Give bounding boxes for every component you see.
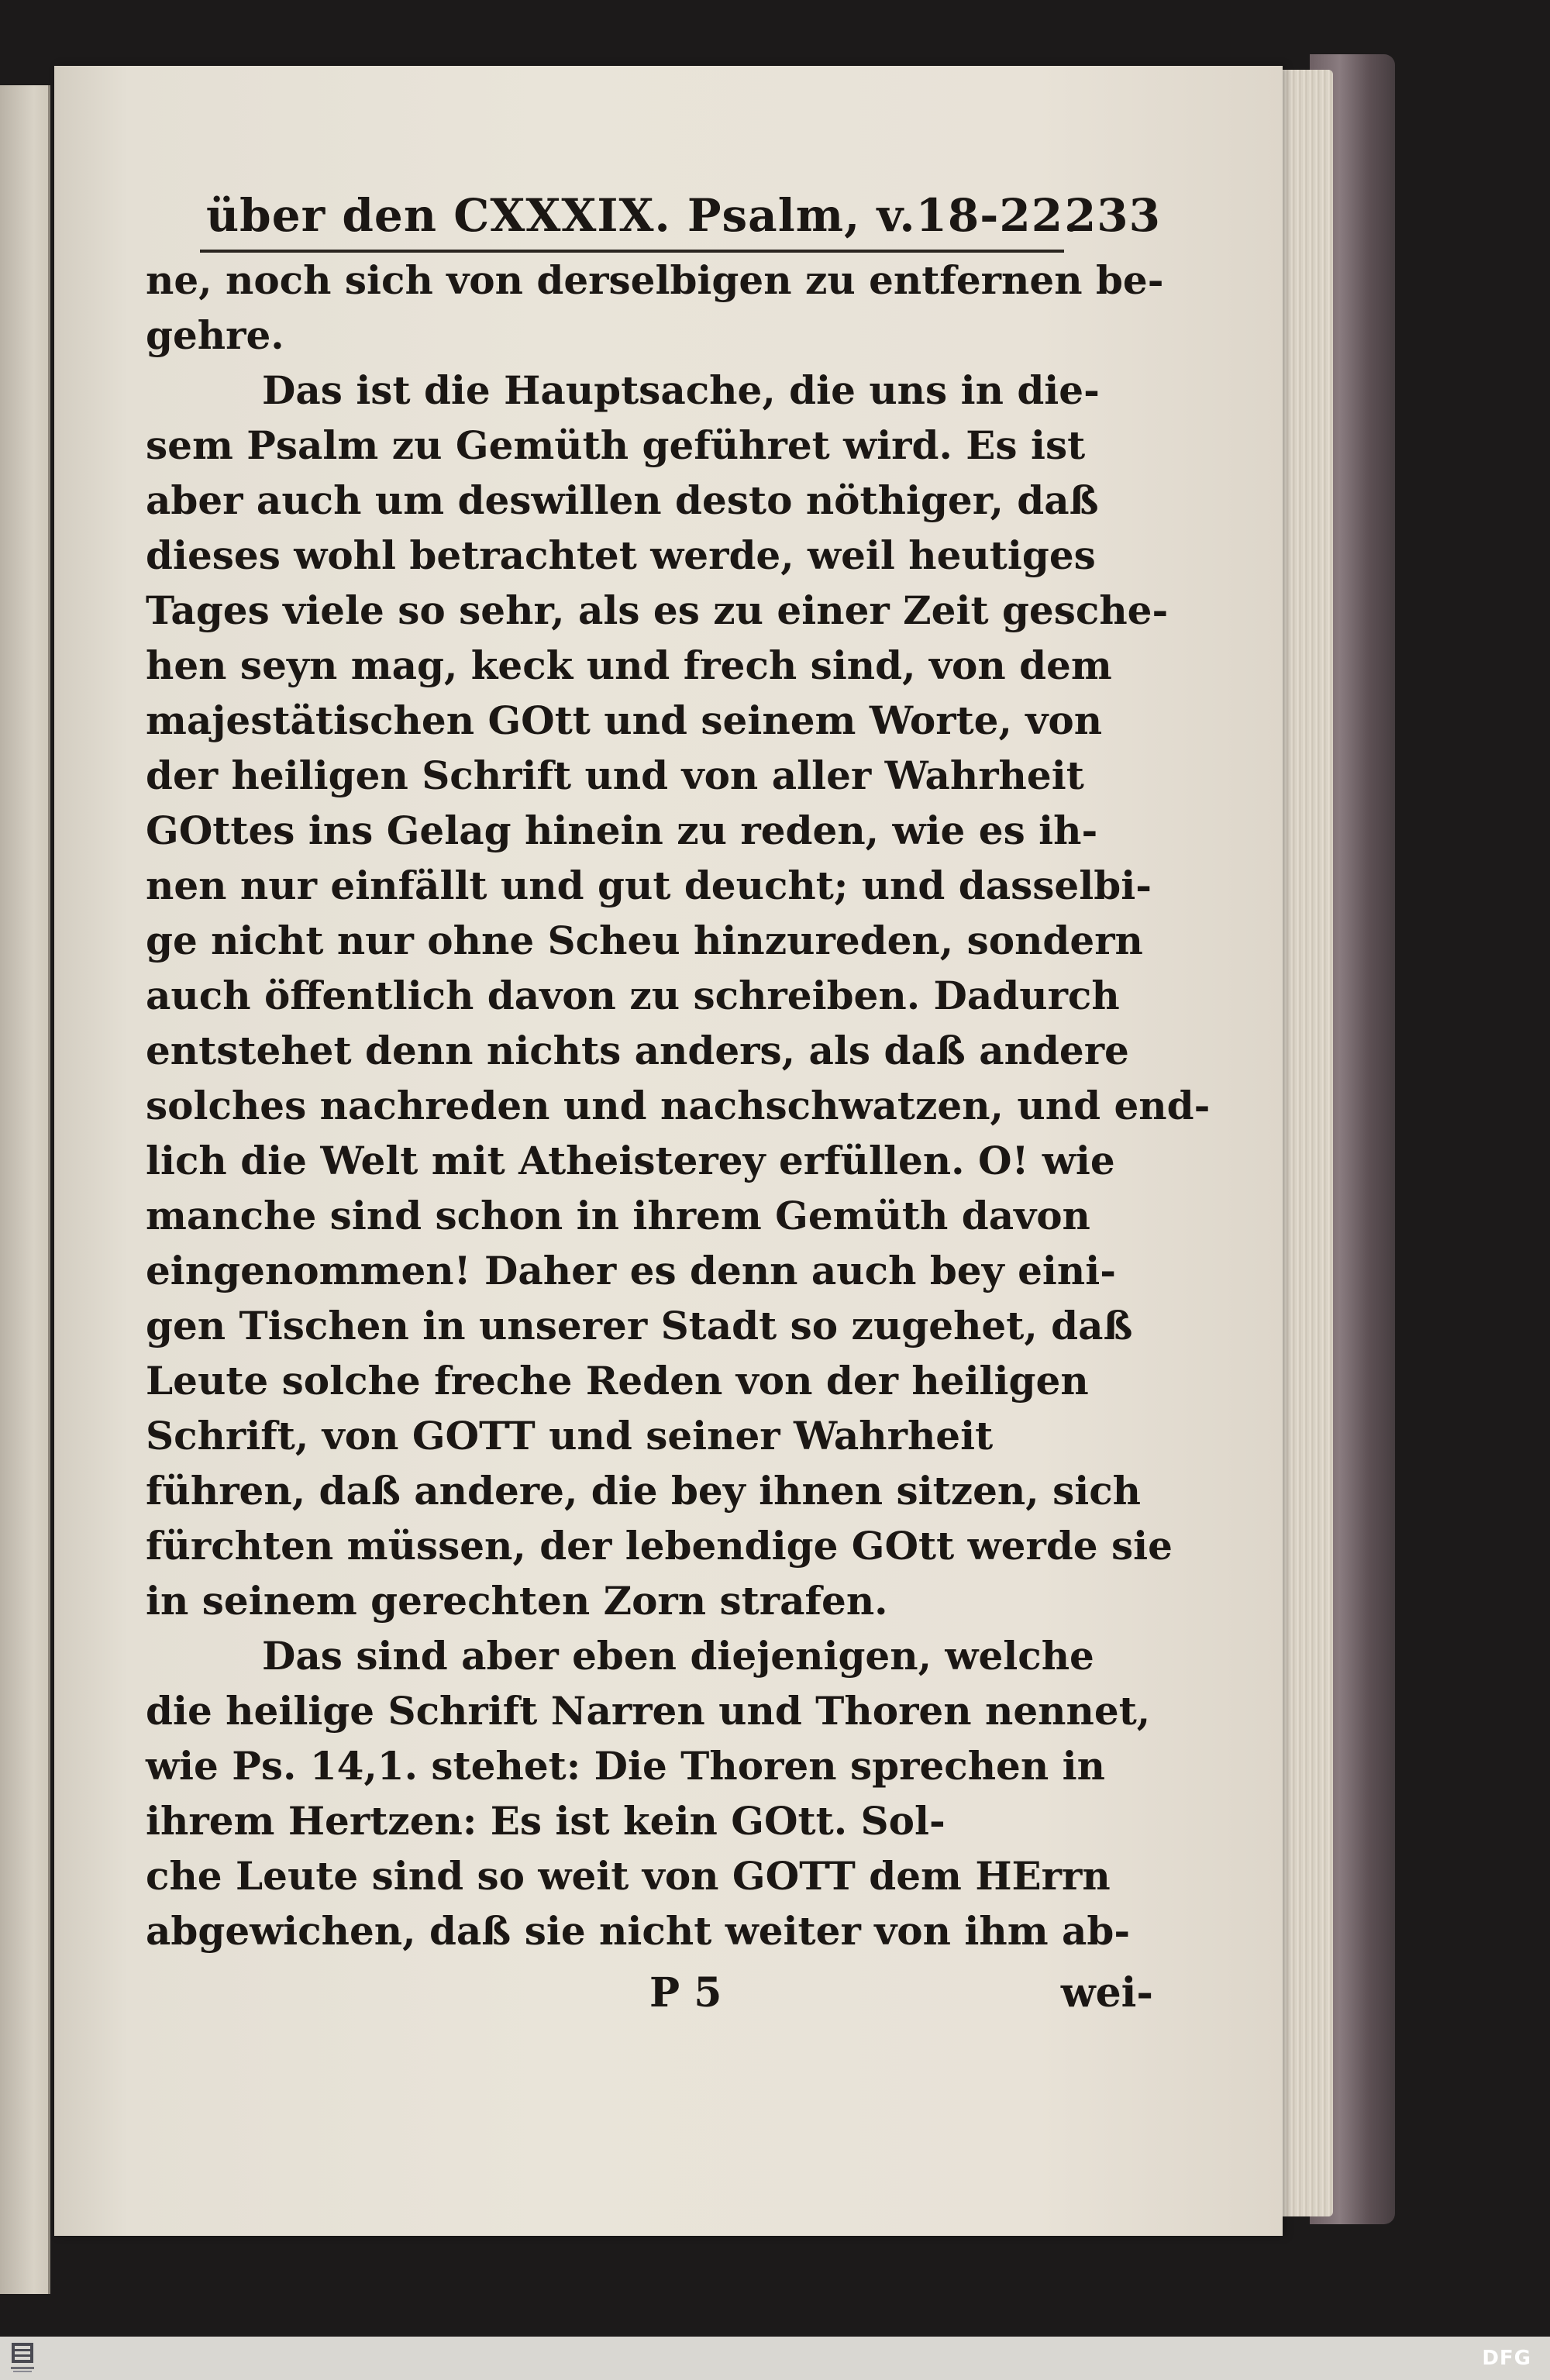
catchword: wei-: [1060, 1969, 1153, 2017]
text-line: Das ist die Hauptsache, die uns in die-: [262, 367, 1100, 413]
text-line: wie Ps. 14,1. stehet: Die Thoren sprechen in: [146, 1743, 1105, 1789]
text-line: sem Psalm zu Gemüth geführet wird. Es ist: [146, 422, 1086, 468]
text-line: in seinem gerechten Zorn strafen.: [146, 1578, 888, 1624]
text-line: ne, noch sich von derselbigen zu entfernen be-: [146, 257, 1164, 303]
text-line: Leute solche freche Reden von der heiligen: [146, 1358, 1089, 1404]
text-line: gen Tischen in unserer Stadt so zugehet, daß: [146, 1303, 1133, 1348]
text-line: fürchten müssen, der lebendige GOtt werde sie: [146, 1523, 1173, 1569]
text-line: solches nachreden und nachschwatzen, und end-: [146, 1083, 1211, 1128]
text-line: che Leute sind so weit von GOTT dem HErrn: [146, 1853, 1111, 1899]
text-line: nen nur einfällt und gut deucht; und dasselbi-: [146, 863, 1152, 908]
text-block: [146, 178, 1211, 2028]
text-line: eingenommen! Daher es denn auch bey eini-: [146, 1248, 1116, 1293]
body-text: [146, 253, 1211, 1958]
text-line: Tages viele so sehr, als es zu einer Zeit gesche-: [146, 587, 1169, 633]
text-line: dieses wohl betrachtet werde, weil heutiges: [146, 532, 1096, 578]
text-line: hen seyn mag, keck und frech sind, von dem: [146, 642, 1112, 688]
previous-page-edge: [0, 85, 50, 2294]
text-line: manche sind schon in ihrem Gemüth davon: [146, 1193, 1090, 1238]
text-line: aber auch um deswillen desto nöthiger, daß: [146, 477, 1099, 523]
library-logo-icon: [9, 2341, 36, 2375]
text-line: majestätischen GOtt und seinem Worte, von: [146, 697, 1103, 743]
running-header: [146, 178, 1161, 253]
text-line: Schrift, von GOTT und seiner Wahrheit: [146, 1413, 994, 1459]
signature-mark: P 5: [649, 1969, 722, 2017]
text-line: die heilige Schrift Narren und Thoren nennet,: [146, 1688, 1151, 1734]
library-footer-bar: [0, 2337, 1550, 2380]
text-line: ge nicht nur ohne Scheu hinzureden, sondern: [146, 918, 1143, 963]
text-line: entstehet denn nichts anders, als daß andere: [146, 1028, 1129, 1073]
text-line: lich die Welt mit Atheisterey erfüllen. O! wie: [146, 1138, 1115, 1183]
text-line: führen, daß andere, die bey ihnen sitzen, sich: [146, 1468, 1142, 1514]
dfg-label: DFG: [1482, 2347, 1531, 2370]
text-line: Das sind aber eben diejenigen, welche: [262, 1633, 1094, 1679]
page-number: 233: [1064, 189, 1161, 242]
text-line: ihrem Hertzen: Es ist kein GOtt. Sol-: [146, 1798, 946, 1844]
text-line: abgewichen, daß sie nicht weiter von ihm ab-: [146, 1908, 1131, 1954]
running-title: über den CXXXIX. Psalm, v.18-22.: [206, 189, 1080, 242]
text-line: auch öffentlich davon zu schreiben. Dadurch: [146, 973, 1120, 1018]
book-page: [54, 66, 1283, 2236]
text-line: der heiligen Schrift und von aller Wahrheit: [146, 753, 1084, 798]
page-footer: [146, 1958, 1153, 2028]
text-line: GOttes ins Gelag hinein zu reden, wie es ih-: [146, 808, 1098, 853]
text-line: gehre.: [146, 312, 284, 358]
